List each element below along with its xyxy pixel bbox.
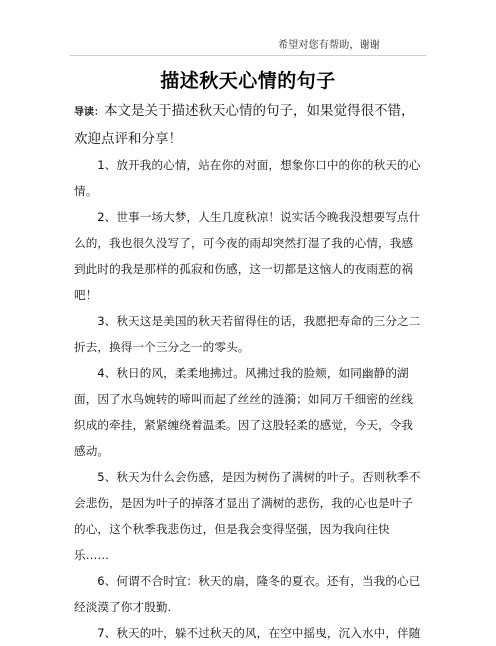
intro-paragraph: [74, 98, 424, 152]
article-body: [74, 98, 424, 646]
list-item: 1、放开我的心情，站在你的对面，想象你口中的你的秋天的心情。: [74, 158, 421, 198]
header-divider: [70, 55, 426, 56]
list-item: 3、秋天这是美国的秋天若留得住的话，我愿把寿命的三分之二折去，换得一个三分之一的零头。: [74, 314, 421, 354]
intro-label: 导读：: [74, 107, 104, 118]
page-title: 描述秋天心情的句子: [160, 70, 336, 92]
intro-text: 本文是关于描述秋天心情的句子，如果觉得很不错，欢迎点评和分享！: [74, 103, 415, 147]
list-item: 5、秋天为什么会伤感，是因为树伤了满树的叶子。否则秋季不会悲伤，是因为叶子的掉落才显出了满树的悲伤，我的心也是叶子的心，这个秋季我悲伤过，但是我会变得坚强，因为我向往快乐……: [74, 470, 421, 562]
header-note: 希望对您有帮助，谢谢: [278, 40, 380, 51]
list-item: 6、何谓不合时宜：秋天的扇，隆冬的夏衣。还有，当我的心已经淡漠了你才殷勤.: [74, 574, 421, 614]
list-item: 7、秋天的叶，躲不过秋天的风，在空中摇曳，沉入水中，伴随: [97, 626, 421, 640]
list-item: 4、秋日的风，柔柔地拂过。风拂过我的脸颊，如同幽静的湖面，因了水鸟婉转的啼叫而起了丝丝的涟漪；如同万千细密的丝线织成的牵挂，紧紧缠绕着温柔。因了这股轻柔的感觉，今天，令我感动。: [74, 366, 414, 458]
list-item: 2、世事一场大梦，人生几度秋凉！说实话今晚我没想要写点什么的，我也很久没写了，可今夜的雨却突然打湿了我的心情，我感到此时的我是那样的孤寂和伤感，这一切都是这恼人的夜雨惹的祸吧！: [74, 210, 421, 302]
